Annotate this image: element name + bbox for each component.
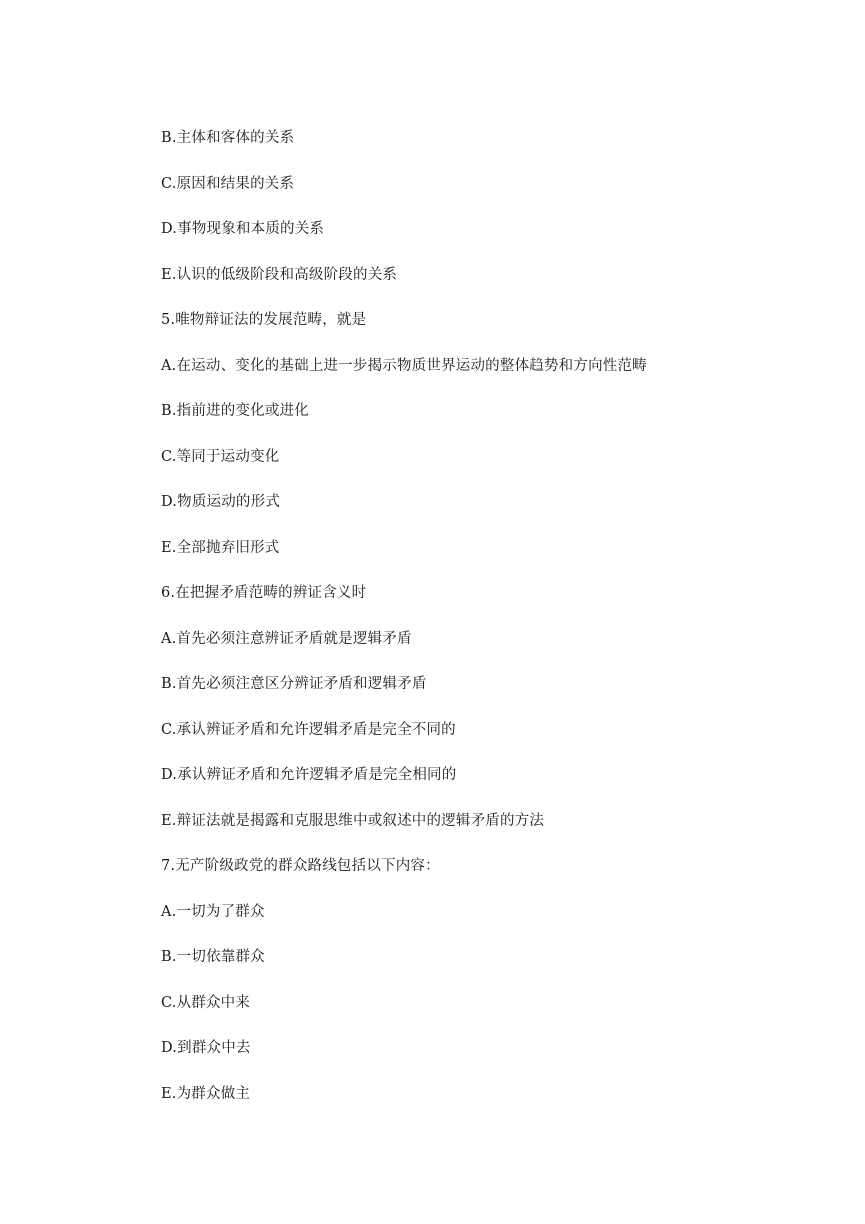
option-7c: C.从群众中来: [161, 994, 251, 1011]
option-6c: C.承认辨证矛盾和允许逻辑矛盾是完全不同的: [161, 721, 456, 738]
option-4c: C.原因和结果的关系: [161, 175, 295, 192]
question-5: 5.唯物辩证法的发展范畴，就是: [161, 312, 367, 328]
question-6: 6.在把握矛盾范畴的辨证含义时: [161, 585, 367, 601]
question-7: 7.无产阶级政党的群众路线包括以下内容：: [161, 858, 440, 874]
option-7b: B.一切依靠群众: [161, 949, 265, 965]
option-6e: E.辩证法就是揭露和克服思维中或叙述中的逻辑矛盾的方法: [161, 812, 545, 829]
option-4b: B.主体和客体的关系: [161, 130, 295, 146]
option-4e: E.认识的低级阶段和高级阶段的关系: [161, 266, 398, 283]
option-5c: C.等同于运动变化: [161, 448, 280, 465]
option-7d: D.到群众中去: [161, 1040, 251, 1056]
option-6a: A.首先必须注意辨证矛盾就是逻辑矛盾: [161, 630, 412, 647]
option-4d: D.事物现象和本质的关系: [161, 221, 325, 237]
option-7e: E.为群众做主: [161, 1085, 251, 1102]
option-6b: B.首先必须注意区分辨证矛盾和逻辑矛盾: [161, 676, 427, 692]
option-5a: A.在运动、变化的基础上进一步揭示物质世界运动的整体趋势和方向性范畴: [161, 357, 647, 374]
option-5d: D.物质运动的形式: [161, 494, 281, 510]
option-5e: E.全部抛弃旧形式: [161, 539, 280, 556]
option-6d: D.承认辨证矛盾和允许逻辑矛盾是完全相同的: [161, 767, 457, 783]
option-5b: B.指前进的变化或进化: [161, 403, 309, 419]
option-7a: A.一切为了群众: [161, 903, 265, 920]
document-body: [161, 128, 781, 1129]
